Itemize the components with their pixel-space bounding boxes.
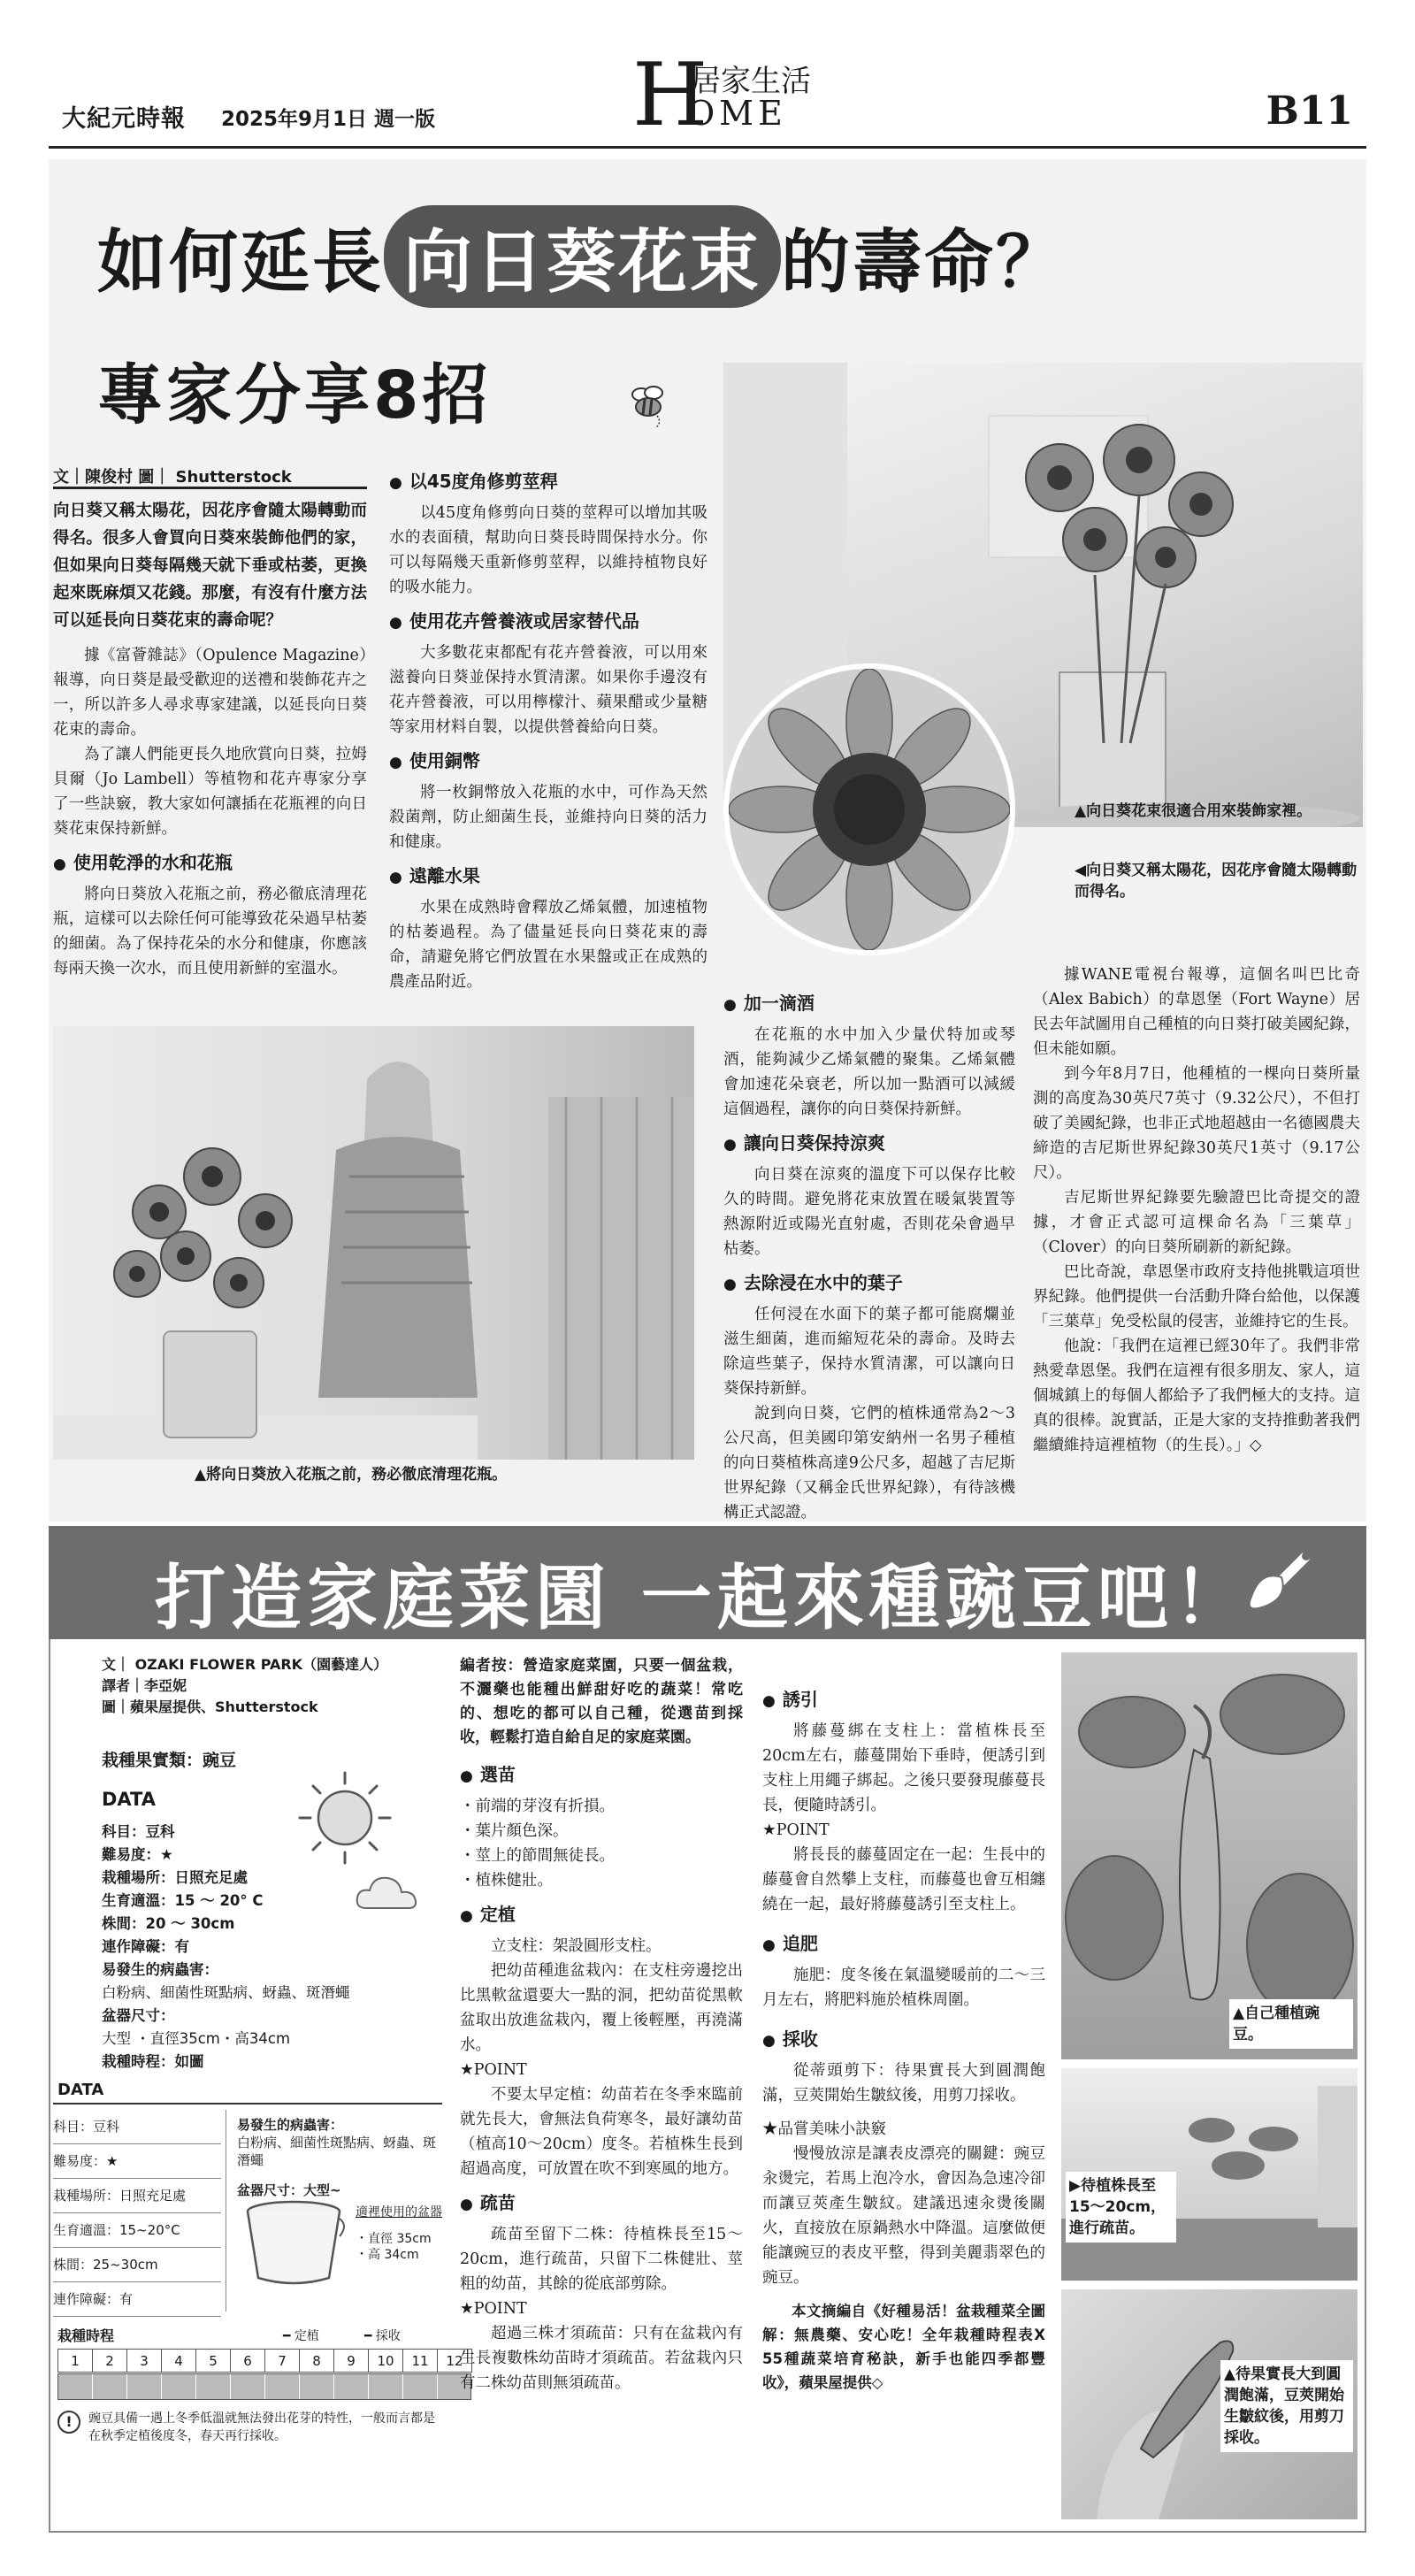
article1-paragraph: 據《富薈雜誌》（Opulence Magazine）報導，向日葵是最受歡迎的送禮和裝飾花卉之一，所以許多人尋求專家建議，以延長向日葵花束的壽命。 xyxy=(53,647,367,739)
data-item: 難易度：★ xyxy=(102,1846,173,1863)
section-title-zh: 居家生活 xyxy=(691,64,811,99)
data-item: 栽種時程：如圖 xyxy=(102,2053,204,2070)
month-cell: 8 xyxy=(300,2350,334,2373)
data-table-row: 株間：25~30cm xyxy=(53,2248,221,2282)
step-text: 將長長的藤蔓固定在一起：生長中的藤蔓會自然攀上支柱，而藤蔓也會互相纏繞在一起，最好將藤蔓誘引至支柱上。 xyxy=(762,1846,1045,1913)
step-text: 把幼苗種進盆栽內：在支柱旁邊挖出比黑軟盆還要大一點的洞，把幼苗從黑軟盆取出放進盆栽內，覆上後輕壓，再澆滿水。 xyxy=(460,1962,743,2054)
source-note: 本文摘編自《好種易活！盆栽種菜全圖解：無農藥、安心吃！全年栽種時程表X 55種蔬菜培育秘訣，新手也能四季都豐收》，蘋果屋提供◇ xyxy=(762,2303,1045,2391)
month-cell: 9 xyxy=(334,2350,369,2373)
article1-column1 xyxy=(53,497,367,981)
caption-seedlings: ▶待植株長至15～20cm，進行疏苗。 xyxy=(1066,2172,1176,2242)
month-cell: 1 xyxy=(58,2350,93,2373)
pest-list: 白粉病、細菌性斑點病、蚜蟲、斑潛蠅 xyxy=(237,2135,437,2168)
caption-vase: ▲向日葵花束很適合用來裝飾家裡。 xyxy=(1075,802,1312,820)
schedule-note: 豌豆具備一遇上冬季低溫就無法發出花芽的特性，一般而言都是在秋季定植後度冬，春天再行採收。 xyxy=(88,2411,435,2443)
article2-column3 xyxy=(762,1685,1045,2395)
data-table-title: DATA xyxy=(57,2081,104,2099)
month-cell: 10 xyxy=(369,2350,403,2373)
photo-sunflower-closeup-frame xyxy=(723,663,1015,955)
month-cell: 2 xyxy=(93,2350,127,2373)
article1-column4 xyxy=(1033,962,1360,1458)
data-list xyxy=(102,1821,420,2074)
month-cell: 3 xyxy=(127,2350,162,2373)
tips-heading: ★品嘗美味小訣竅 xyxy=(762,2120,886,2138)
caption-harvest: ▲待果實長大到圓潤飽滿，豆莢開始生皺紋後，用剪刀採收。 xyxy=(1220,2360,1353,2452)
article1-byline: 文｜陳俊村 圖｜ Shutterstock xyxy=(53,468,292,487)
data-title: DATA xyxy=(102,1789,157,1810)
schedule-legend-harvest: ━ 採收 xyxy=(364,2329,401,2343)
article1-paragraph: 說到向日葵，它們的植株通常為2～3公尺高，但美國印第安納州一名男子種植的向日葵植株高達9公尺多，超越了吉尼斯世界紀錄（又稱金氏世界紀錄），有待該機構正式認證。 xyxy=(723,1405,1015,1522)
step-text: 不要太早定植：幼苗若在冬季來臨前就先長大，會無法負荷寒冬，最好讓幼苗（植高10～20cm）度冬。若植株生長到超過高度，可放置在吹不到寒風的地方。 xyxy=(460,2086,743,2178)
article1-paragraph: 巴比奇說，韋恩堡市政府支持他挑戰這項世界紀錄。他們提供一台活動升降台給他，以保護「三葉草」免受松鼠的侵害，並維持它的生長。 xyxy=(1033,1263,1360,1330)
data-item: 栽種場所：日照充足處 xyxy=(102,1869,248,1886)
tip-heading: ● 加一滴酒 xyxy=(723,989,1015,1019)
article1-paragraph: 為了讓人們能更長久地欣賞向日葵，拉姆貝爾（Jo Lambell）等植物和花卉專家分享了一些訣竅，教大家如何讓插在花瓶裡的向日葵花束保持新鮮。 xyxy=(53,746,367,838)
month-cell: 4 xyxy=(162,2350,196,2373)
schedule-legend-planting: ━ 定植 xyxy=(283,2329,319,2343)
step-text: 施肥：度冬後在氣溫變暖前的二～三月左右，將肥料施於植株周圍。 xyxy=(762,1966,1045,2009)
point-label: ★POINT xyxy=(460,2300,527,2318)
data-item: 連作障礙：有 xyxy=(102,1938,189,1955)
step-heading: ● 採收 xyxy=(762,2025,1045,2055)
headline-highlight: 向日葵花束 xyxy=(384,205,781,308)
tip-text: 大多數花束都配有花卉營養液，可以用來滋養向日葵並保持水質清潔。如果你手邊沒有花卉營養液，可以用檸檬汁、蘋果醋或少量糖等家用材料自製，以提供營養給向日葵。 xyxy=(389,644,708,736)
select-item: ・植株健壯。 xyxy=(460,1872,553,1890)
tip-heading: ● 去除浸在水中的葉子 xyxy=(723,1269,1015,1299)
schedule-bar xyxy=(57,2373,471,2400)
tip-heading: ● 使用乾淨的水和花瓶 xyxy=(53,848,367,878)
woman-sunflowers-illustration xyxy=(53,1026,694,1460)
data-table-row: 栽種場所：日照充足處 xyxy=(53,2179,221,2213)
pot-diameter: ・直徑 35cm xyxy=(356,2232,432,2246)
data-item: 盆器尺寸： xyxy=(102,2007,175,2024)
article1-paragraph: 吉尼斯世界紀錄要先驗證巴比奇提交的證據，才會正式認可這棵命名為「三葉草」（Clover）的向日葵所刷新的新紀錄。 xyxy=(1033,1189,1360,1256)
tip-text: 以45度角修剪向日葵的莖稈可以增加其吸水的表面積，幫助向日葵長時間保持水分。你可以每隔幾天重新修剪莖稈，以維持植物良好的吸水能力。 xyxy=(389,504,708,596)
tip-text: 任何浸在水面下的葉子都可能腐爛並滋生細菌，進而縮短花朵的壽命。及時去除這些葉子，保持水質清潔，可以讓向日葵保持新鮮。 xyxy=(723,1306,1015,1398)
article1-lead: 向日葵又稱太陽花，因花序會隨太陽轉動而得名。很多人會買向日葵來裝飾他們的家，但如果向日葵每隔幾天就下垂或枯萎，更換起來既麻煩又花錢。那麼，有沒有什麼方法可以延長向日葵花束的壽命呢？ xyxy=(53,502,367,630)
article2-byline xyxy=(102,1654,420,1718)
trowel-icon xyxy=(1234,1544,1313,1628)
photo-pea-plant xyxy=(1061,1652,1358,2059)
bee-icon xyxy=(623,380,677,433)
step-text: 超過三株才須疏苗：只有在盆栽內有生長複數株幼苗時才須疏苗。若盆栽內只有二株幼苗則無須疏苗。 xyxy=(460,2325,743,2392)
pot-info xyxy=(356,2204,444,2263)
photo-woman-sunflowers xyxy=(53,1026,694,1460)
month-cell: 12 xyxy=(438,2350,472,2373)
schedule-title: 栽種時程 xyxy=(57,2327,115,2344)
pea-plant-illustration xyxy=(1061,1652,1358,2059)
select-item: ・莖上的節間無徒長。 xyxy=(460,1847,615,1865)
step-heading: ● 定植 xyxy=(460,1900,743,1930)
article2-byline-author: 文｜ OZAKI FLOWER PARK（園藝達人） xyxy=(102,1656,388,1673)
section-initial: H xyxy=(632,45,708,146)
pot-icon xyxy=(239,2194,349,2291)
step-text: 從蒂頭剪下：待果實長大到圓潤飽滿，豆莢開始生皺紋後，用剪刀採收。 xyxy=(762,2062,1045,2104)
article1-paragraph: 他說：「我們在這裡已經30年了。我們非常熱愛韋恩堡。我們在這裡有很多朋友、家人，這個城鎮上的每個人都給予了我們極大的支持。這真的很棒。說實話，正是大家的支持推動著我們繼續維持這裡植物（的生長）。」◇ xyxy=(1033,1338,1360,1454)
article2-headline: 打造家庭菜園 一起來種豌豆吧！ xyxy=(155,1557,1250,1639)
headline-part2: 的壽命？ xyxy=(781,223,1068,303)
tip-text: 將向日葵放入花瓶之前，務必徹底清理花瓶，這樣可以去除任何可能導致花朵過早枯萎的細菌。為了保持花朵的水分和健康，你應該每兩天換一次水，而且使用新鮮的室溫水。 xyxy=(53,886,367,978)
byline-rule xyxy=(53,487,367,489)
month-cell: 6 xyxy=(231,2350,265,2373)
article1-column3 xyxy=(723,989,1015,1525)
info-icon: ! xyxy=(57,2411,80,2434)
data-item: 白粉病、細菌性斑點病、蚜蟲、斑潛蠅 xyxy=(102,1984,350,2001)
step-heading: ● 追肥 xyxy=(762,1929,1045,1959)
select-item: ・前端的芽沒有折損。 xyxy=(460,1798,615,1815)
tip-heading: ● 以45度角修剪莖稈 xyxy=(389,467,708,497)
vegetable-category: 栽種果實類：豌豆 xyxy=(102,1751,237,1770)
article1-column2 xyxy=(389,467,708,994)
tip-heading: ● 使用銅幣 xyxy=(389,747,708,777)
step-heading: ● 誘引 xyxy=(762,1685,1045,1715)
tip-heading: ● 遠離水果 xyxy=(389,862,708,892)
article1-paragraph: 到今年8月7日，他種植的一棵向日葵所量測的高度為30英尺7英寸（9.32公尺），不但打破了美國紀錄，也非正式地超越由一名德國農夫締造的吉尼斯世界紀錄30英尺1英寸（9.17公尺）。 xyxy=(1033,1065,1360,1182)
data-table-left xyxy=(53,2110,221,2317)
tip-text: 水果在成熟時會釋放乙烯氣體，加速植物的枯萎過程。為了儘量延長向日葵花束的壽命，請避免將它們放置在水果盤或正在成熟的農產品附近。 xyxy=(389,899,708,991)
article1-subheadline: 專家分享8招 xyxy=(97,357,492,433)
editor-note: 編者按：營造家庭菜園，只要一個盆栽，不灑藥也能種出鮮甜好吃的蔬菜！常吃的、想吃的都可以自己種，從選苗到採收，輕鬆打造自給自足的家庭菜園。 xyxy=(460,1657,743,1746)
pot-label: 盆器尺寸：大型~ xyxy=(237,2182,341,2198)
month-cell: 5 xyxy=(196,2350,231,2373)
tip-text: 將一枚銅幣放入花瓶的水中，可作為天然殺菌劑，防止細菌生長，並維持向日葵的活力和健康。 xyxy=(389,784,708,851)
step-text: 立支柱：架設圓形支柱。 xyxy=(491,1937,662,1955)
newspaper-logo: 大紀元時報 xyxy=(62,105,186,133)
data-item: 生育適溫：15 ～ 20° C xyxy=(102,1892,264,1909)
pest-label: 易發生的病蟲害： xyxy=(237,2117,344,2133)
tip-text: 在花瓶的水中加入少量伏特加或琴酒，能夠減少乙烯氣體的聚集。乙烯氣體會加速花朵衰老，所以加一點酒可以減緩這個過程，讓你的向日葵保持新鮮。 xyxy=(723,1026,1015,1118)
step-text: 將藤蔓綁在支柱上：當植株長至20cm左右，藤蔓開始下垂時，便誘引到支柱上用繩子綁起。之後只要發現藤蔓長長，便隨時誘引。 xyxy=(762,1722,1045,1814)
schedule-months xyxy=(57,2349,472,2373)
sunflower-closeup-illustration xyxy=(729,669,1010,950)
pot-note: 適裡使用的盆器 xyxy=(356,2205,442,2220)
point-label: ★POINT xyxy=(762,1821,830,1839)
data-item: 易發生的病蟲害： xyxy=(102,1961,218,1978)
caption-closeup: ◀向日葵又稱太陽花，因花序會隨太陽轉動而得名。 xyxy=(1075,862,1358,901)
tip-heading: ● 讓向日葵保持涼爽 xyxy=(723,1129,1015,1159)
masthead-rule xyxy=(49,146,1366,149)
headline-part1: 如何延長 xyxy=(97,223,385,303)
data-table-rule xyxy=(53,2103,442,2104)
caption-pea-plant: ▲自己種植豌豆。 xyxy=(1229,1999,1353,2049)
select-item: ・葉片顏色深。 xyxy=(460,1822,569,1840)
data-table-row: 連作障礙：有 xyxy=(53,2282,221,2317)
month-cell: 7 xyxy=(265,2350,300,2373)
data-table-row: 難易度：★ xyxy=(53,2144,221,2179)
data-item: 株間：20 ～ 30cm xyxy=(102,1915,235,1932)
step-heading: ● 疏苗 xyxy=(460,2189,743,2219)
issue-date: 2025年9月1日 週一版 xyxy=(221,108,436,131)
page-number: B11 xyxy=(1266,88,1353,134)
data-table-row: 生育適溫：15~20°C xyxy=(53,2213,221,2248)
step-text: 疏苗至留下二株：待植株長至15～20cm，進行疏苗，只留下二株健壯、莖粗的幼苗，其餘的從底部剪除。 xyxy=(460,2226,743,2293)
article2-byline-translator: 譯者｜李亞妮 xyxy=(102,1677,187,1694)
data-table-row: 科目：豆科 xyxy=(53,2110,221,2144)
tips-text: 慢慢放涼是讓表皮漂亮的關鍵：豌豆汆燙完，若馬上泡冷水，會因為急速冷卻而讓豆莢產生皺紋。建議迅速汆燙後關火，直接放在原鍋熱水中降溫。這麼做便能讓豌豆的表皮平整，得到美麗翡翠色的豌豆。 xyxy=(762,2145,1045,2287)
tip-text: 向日葵在涼爽的溫度下可以保存比較久的時間。避免將花束放置在暖氣裝置等熱源附近或陽光直射處，否則花朵會過早枯萎。 xyxy=(723,1166,1015,1258)
article1-paragraph: 據WANE電視台報導，這個名叫巴比奇（Alex Babich）的韋恩堡（Fort Wayne）居民去年試圖用自己種植的向日葵打破美國紀錄，但未能如願。 xyxy=(1033,966,1360,1058)
section-title-en: OME xyxy=(687,94,787,133)
section-header xyxy=(632,45,811,146)
data-table-right xyxy=(237,2116,440,2199)
caption-vase-cleaning: ▲將向日葵放入花瓶之前，務必徹底清理花瓶。 xyxy=(195,1466,508,1484)
tip-heading: ● 使用花卉營養液或居家替代品 xyxy=(389,607,708,637)
step-heading: ● 選苗 xyxy=(460,1760,743,1790)
article2-byline-images: 圖｜蘋果屋提供、Shutterstock xyxy=(102,1698,318,1715)
data-item: 科目：豆科 xyxy=(102,1823,175,1840)
article1-headline xyxy=(97,205,1067,308)
point-label: ★POINT xyxy=(460,2061,527,2079)
data-item: 大型 ・直徑35cm・高34cm xyxy=(102,2030,291,2047)
month-cell: 11 xyxy=(403,2350,438,2373)
pot-height: ・高 34cm xyxy=(356,2248,419,2262)
article2-column2 xyxy=(460,1654,743,2396)
